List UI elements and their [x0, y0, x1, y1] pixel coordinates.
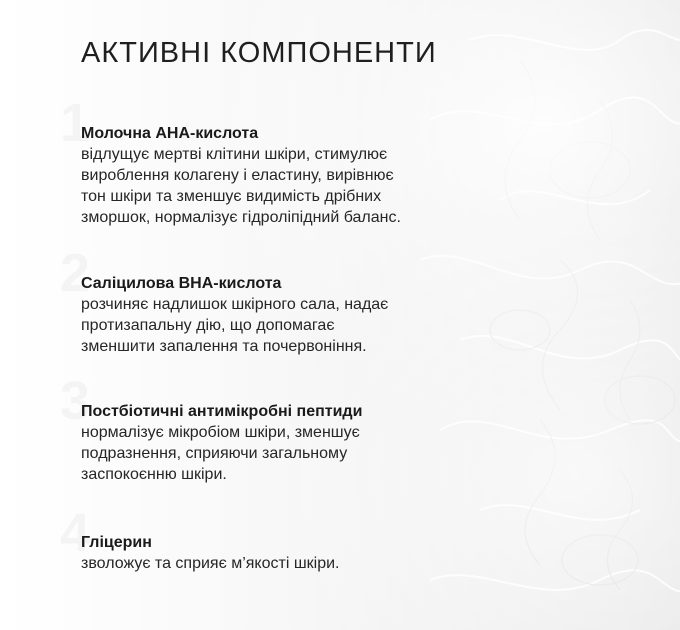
- description-line: подразнення, сприяючи загальному: [81, 445, 348, 462]
- component-item-postbiotic-peptides: [81, 401, 601, 485]
- description-line: протизапальну дію, що допомагає: [81, 317, 335, 334]
- component-item-glycerin: [81, 532, 601, 574]
- description-line: розчиняє надлишок шкірного сала, надає: [81, 296, 389, 313]
- component-item-lactic-aha: [81, 123, 601, 228]
- component-description: [81, 144, 601, 228]
- component-description: [81, 553, 601, 574]
- description-line: зморшок, нормалізує гідроліпідний баланс.: [81, 209, 401, 226]
- description-line: нормалізує мікробіом шкіри, зменшує: [81, 424, 360, 441]
- description-line: зменшити запалення та почервоніння.: [81, 338, 367, 355]
- description-line: вироблення колагену і еластину, вирівнює: [81, 167, 394, 184]
- component-name: Молочна АНА-кислота: [81, 125, 259, 142]
- component-name: Саліцилова ВНА-кислота: [81, 275, 282, 292]
- description-line: зволожує та сприяє м’якості шкіри.: [81, 555, 340, 572]
- component-name: Постбіотичні антимікробні пептиди: [81, 403, 363, 420]
- description-line: заспокоєнню шкіри.: [81, 466, 227, 483]
- component-description: [81, 422, 601, 485]
- description-line: відлущує мертві клітини шкіри, стимулює: [81, 146, 388, 163]
- page-title: АКТИВНІ КОМПОНЕНТИ: [81, 37, 437, 69]
- component-name: Гліцерин: [81, 534, 152, 551]
- component-description: [81, 294, 601, 357]
- component-item-salicylic-bha: [81, 273, 601, 357]
- description-line: тон шкіри та зменшує видимість дрібних: [81, 188, 382, 205]
